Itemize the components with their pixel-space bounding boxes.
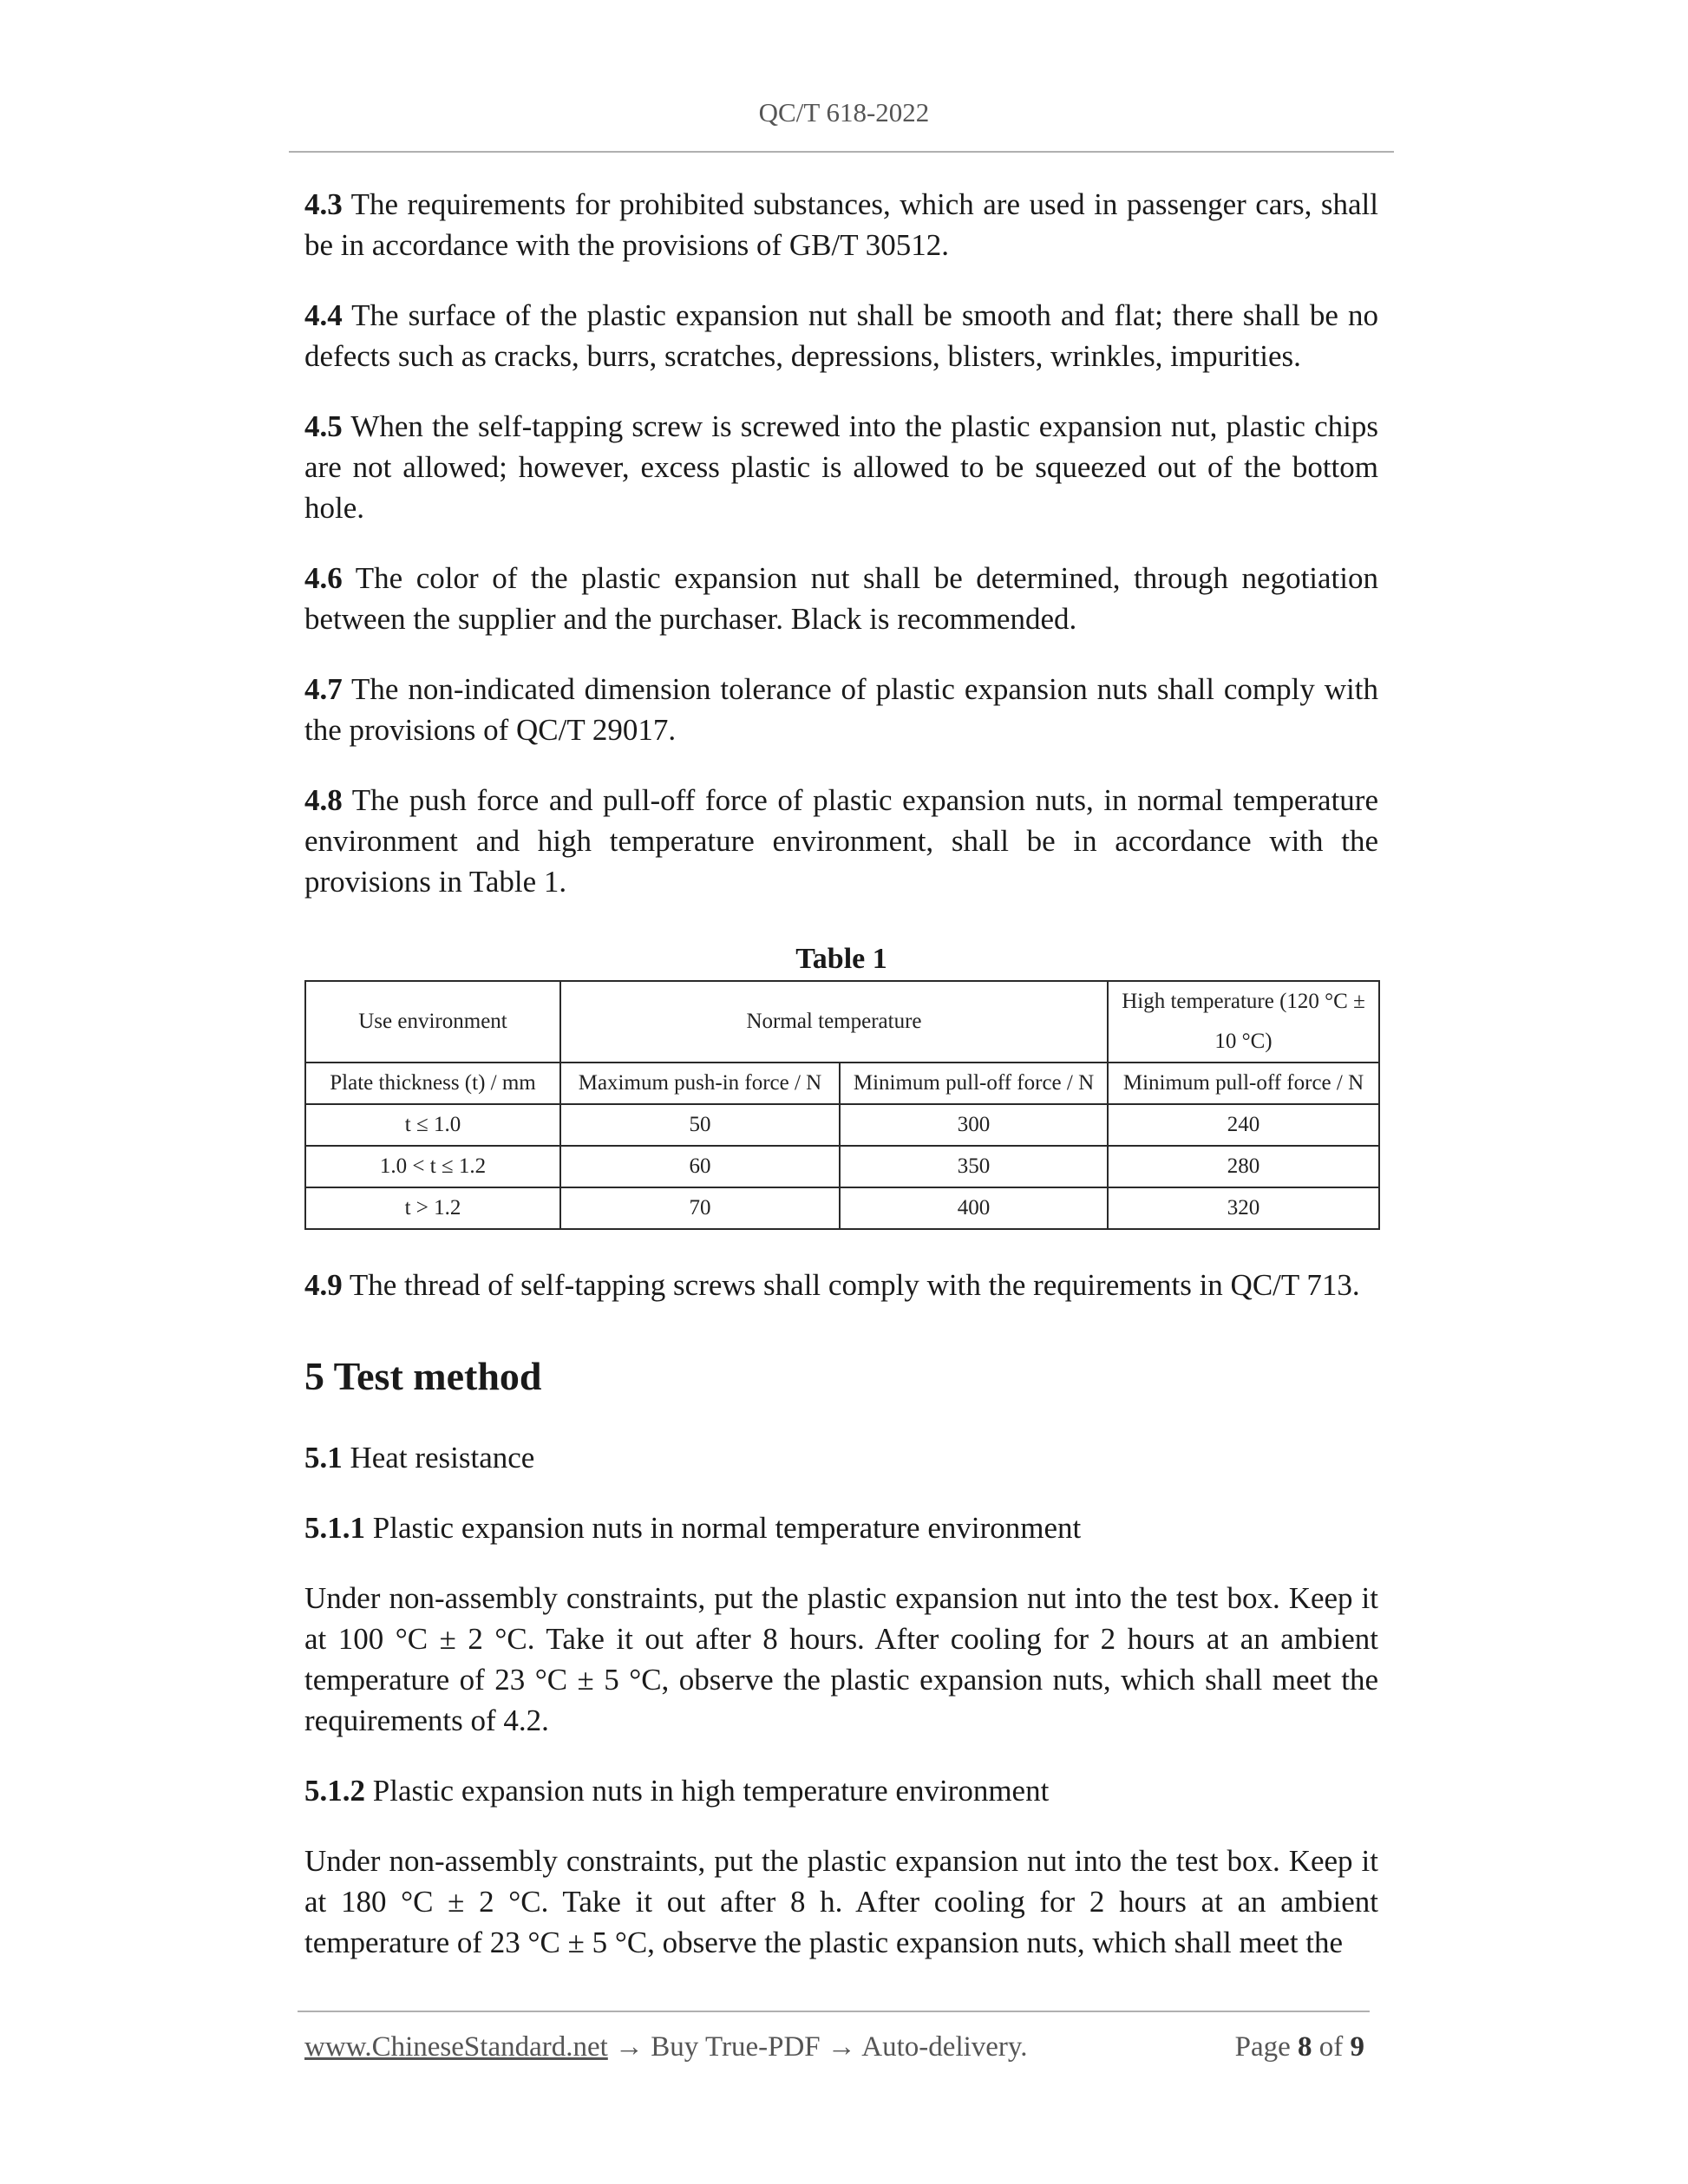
subheader-min-pull-off-high: Minimum pull-off force / N [1108,1063,1379,1104]
table-subheader-row [305,1063,1379,1104]
subheader-max-push-in: Maximum push-in force / N [560,1063,840,1104]
website-link[interactable]: www.ChineseStandard.net [304,2031,608,2063]
clause-4-6 [304,558,1378,639]
clause-text: The requirements for prohibited substances, which are used in passenger cars, shall be in accordance with the provisions of GB/T 30512. [304,187,1378,262]
header-use-environment: Use environment [305,981,560,1063]
cell-pull-force-normal: 400 [840,1187,1108,1229]
clause-text: The push force and pull-off force of plastic expansion nuts, in normal temperature environment and high temperature environment, shall be in accordance with the provisions in Table 1. [304,783,1378,899]
header-divider [289,151,1394,153]
clause-4-9 [304,1265,1378,1305]
clause-4-7 [304,669,1378,750]
clause-number: 5.1 [304,1441,343,1475]
clause-text: The non-indicated dimension tolerance of plastic expansion nuts shall comply with the provisions of QC/T 29017. [304,672,1378,747]
document-id-header: QC/T 618-2022 [758,97,930,128]
clause-number: 4.7 [304,672,343,706]
subheader-min-pull-off-normal: Minimum pull-off force / N [840,1063,1108,1104]
header-high-temperature: High temperature (120 °C ± 10 °C) [1108,981,1379,1063]
cell-thickness: 1.0 < t ≤ 1.2 [305,1146,560,1187]
clause-number: 4.4 [304,298,343,332]
clause-5-1-1-body: Under non-assembly constraints, put the plastic expansion nut into the test box. Keep it at 100 °C ± 2 °C. Take it out after 8 hours. After cooling for 2 hours at an ambient temperature of 23 °C ± 5 °C, observe the plastic expansion nuts, which shall meet the requirements of 4.2. [304,1581,1378,1737]
page-indicator [1235,2031,1364,2063]
clause-number: 4.3 [304,187,343,221]
cell-pull-force-normal: 350 [840,1146,1108,1187]
clause-4-5 [304,406,1378,528]
table-header-row [305,981,1379,1063]
clause-text: When the self-tapping screw is screwed into the plastic expansion nut, plastic chips are not allowed; however, excess plastic is allowed to be squeezed out of the bottom hole. [304,409,1378,525]
clause-number: 5.1.1 [304,1511,365,1545]
cell-pull-force-high: 280 [1108,1146,1379,1187]
clause-4-3 [304,184,1378,265]
table-row [305,1104,1379,1146]
page-label: Page [1234,2031,1298,2063]
header-normal-temperature: Normal temperature [560,981,1108,1063]
cell-push-force: 70 [560,1187,840,1229]
clause-text: The thread of self-tapping screws shall comply with the requirements in QC/T 713. [342,1268,1360,1302]
table-row [305,1146,1379,1187]
clause-number: 4.8 [304,783,343,817]
cell-thickness: t ≤ 1.0 [305,1104,560,1146]
clause-5-1 [304,1437,1378,1478]
clause-5-1-2 [304,1770,1378,1811]
section-heading: 5 Test method [304,1354,542,1398]
of-label: of [1312,2031,1351,2063]
clause-4-8 [304,780,1378,902]
cell-pull-force-high: 320 [1108,1187,1379,1229]
clause-text: Heat resistance [342,1441,535,1475]
clause-number: 4.6 [304,561,343,595]
table-row [305,1187,1379,1229]
clause-number: 4.9 [304,1268,343,1302]
cell-push-force: 50 [560,1104,840,1146]
clause-5-1-1 [304,1507,1378,1548]
page-content [304,184,1378,1992]
clause-text: The color of the plastic expansion nut shall be determined, through negotiation between the supplier and the purchaser. Black is recommended. [304,561,1378,636]
cell-thickness: t > 1.2 [305,1187,560,1229]
clause-text: Plastic expansion nuts in normal temperature environment [365,1511,1082,1545]
footer-promo [304,2031,1028,2063]
cell-pull-force-high: 240 [1108,1104,1379,1146]
footer-tagline: → Buy True-PDF → Auto-delivery. [607,2031,1028,2063]
clause-number: 4.5 [304,409,343,443]
footer-divider [298,2011,1370,2012]
clause-5-1-2-body: Under non-assembly constraints, put the plastic expansion nut into the test box. Keep it at 180 °C ± 2 °C. Take it out after 8 h. After cooling for 2 hours at an ambient temperature of 23 °C ± 5 °C, observe the plastic expansion nuts, which shall meet the [304,1844,1378,1959]
page-total: 9 [1350,2031,1364,2063]
clause-text: The surface of the plastic expansion nut shall be smooth and flat; there shall be no defects such as cracks, burrs, scratches, depressions, blisters, wrinkles, impurities. [304,298,1378,373]
table-caption: Table 1 [795,943,887,975]
clause-text: Plastic expansion nuts in high temperature environment [365,1774,1050,1808]
cell-push-force: 60 [560,1146,840,1187]
page-number: 8 [1298,2031,1312,2063]
cell-pull-force-normal: 300 [840,1104,1108,1146]
force-requirements-table [304,980,1380,1230]
clause-number: 5.1.2 [304,1774,365,1808]
subheader-plate-thickness: Plate thickness (t) / mm [305,1063,560,1104]
clause-4-4 [304,295,1378,376]
